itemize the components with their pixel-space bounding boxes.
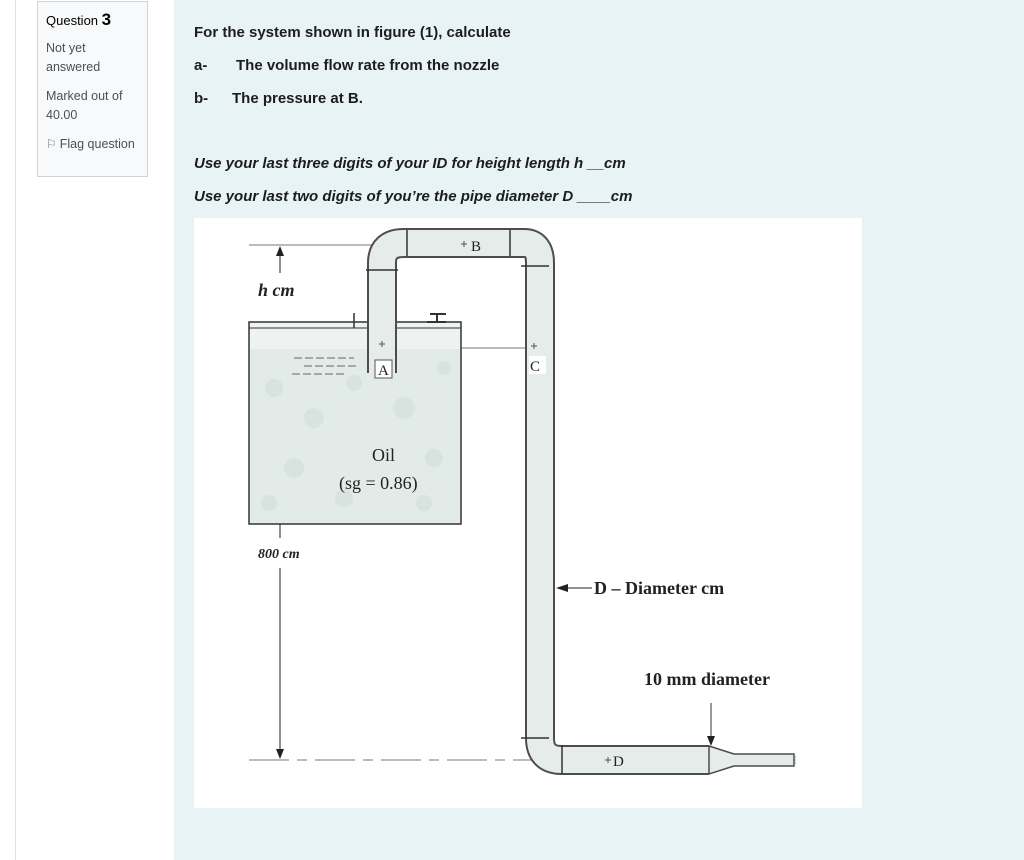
instruction-height: Use your last three digits of your ID for height length h __cm bbox=[194, 155, 626, 172]
question-number bbox=[46, 10, 139, 30]
diameter-pointer-arrow bbox=[556, 584, 568, 592]
nozzle-pointer-arrow bbox=[707, 736, 715, 746]
question-label: Question bbox=[46, 13, 99, 28]
question-number-value: 3 bbox=[101, 10, 112, 29]
question-info-panel bbox=[37, 1, 148, 177]
item-b-text: The pressure at B. bbox=[232, 90, 363, 107]
instruction-diameter: Use your last two digits of you’re the pipe diameter D ____cm bbox=[194, 188, 633, 205]
question-grade: Marked out of 40.00 bbox=[46, 89, 123, 122]
nozzle-diameter-label: 10 mm diameter bbox=[644, 669, 770, 689]
flag-label: Flag question bbox=[59, 137, 135, 151]
level-arrow-bottom bbox=[276, 749, 284, 759]
point-a-label: A bbox=[378, 363, 389, 379]
system-diagram bbox=[194, 218, 862, 808]
left-border bbox=[15, 0, 16, 860]
point-d-label: D bbox=[613, 754, 624, 770]
item-a-text: The volume flow rate from the nozzle bbox=[236, 57, 500, 74]
pipe-diameter-label: D – Diameter cm bbox=[594, 578, 725, 598]
specific-gravity-label: (sg = 0.86) bbox=[339, 473, 418, 493]
oil-label: Oil bbox=[372, 445, 396, 465]
depth-label: 800 cm bbox=[258, 547, 300, 562]
h-arrow-top bbox=[276, 246, 284, 256]
question-state: Not yet answered bbox=[46, 41, 101, 74]
flag-question-link[interactable] bbox=[46, 135, 139, 154]
point-b-label: B bbox=[471, 239, 482, 255]
figure-1 bbox=[194, 218, 862, 808]
item-a-letter: a- bbox=[194, 57, 208, 74]
item-b-letter: b- bbox=[194, 90, 209, 107]
point-c-label: C bbox=[530, 359, 541, 375]
h-label: h cm bbox=[258, 280, 295, 300]
nozzle bbox=[709, 746, 794, 774]
question-intro: For the system shown in figure (1), calculate bbox=[194, 24, 511, 41]
flag-icon: ⚐ bbox=[46, 137, 57, 151]
